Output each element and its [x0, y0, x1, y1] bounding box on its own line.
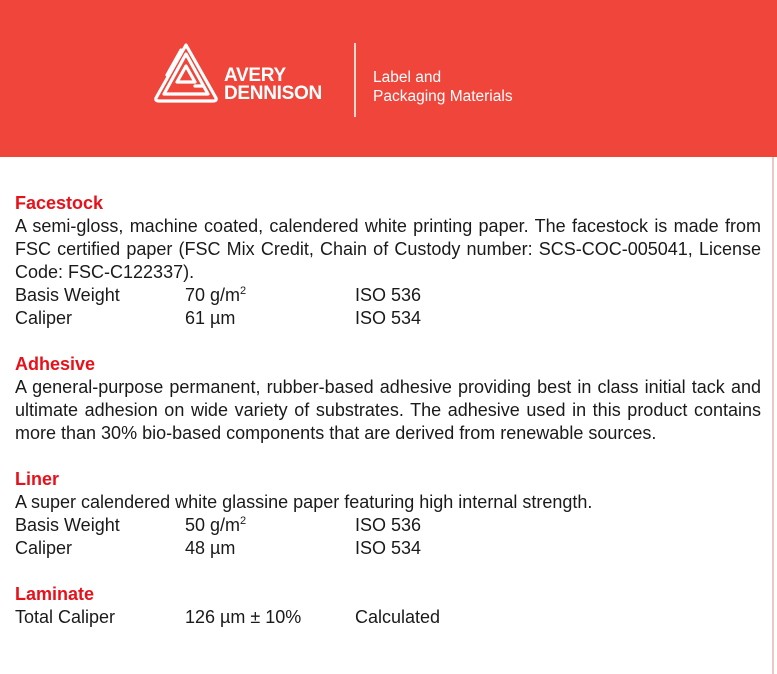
product-specification: [15, 192, 761, 652]
spec-row: [15, 307, 761, 330]
brand-line-1: AVERY: [224, 65, 286, 86]
spec-row: [15, 606, 761, 629]
spec-row: [15, 537, 761, 560]
section-title: Laminate: [15, 584, 95, 604]
spec-method: ISO 536: [355, 285, 422, 305]
spec-value: 70 $g/m^2$: [185, 285, 247, 305]
brand-line-2: DENNISON: [224, 83, 322, 104]
section-adhesive: [15, 353, 761, 445]
spec-method: ISO 536: [355, 515, 422, 535]
tagline-line-1: Label and: [373, 69, 442, 86]
spec-method: Calculated: [355, 607, 441, 627]
spec-method: ISO 534: [355, 308, 422, 328]
section-title: Facestock: [15, 193, 104, 213]
spec-value: 61 µm: [185, 308, 236, 328]
section-liner: [15, 468, 761, 560]
spec-value: 126 µm ± 10%: [185, 607, 302, 627]
spec-label: Caliper: [15, 308, 73, 328]
spec-label: Caliper: [15, 538, 73, 558]
spec-method: ISO 534: [355, 538, 422, 558]
header-divider: [354, 43, 356, 117]
section-title: Adhesive: [15, 354, 96, 374]
tagline-line-2: Packaging Materials: [373, 88, 513, 105]
section-laminate: [15, 583, 761, 629]
header-banner: [0, 0, 777, 157]
spec-value: 48 µm: [185, 538, 236, 558]
section-description: A general-purpose permanent, rubber-based adhesive providing best in class initial tack and ultimate adhesion on wide variety of substrates. The adhesive used in this product contains more than 30% bio-based components that are derived from renewable sources.: [15, 377, 761, 443]
section-description: A super calendered white glassine paper featuring high internal strength.: [15, 492, 593, 512]
spec-row: [15, 284, 761, 307]
spec-label: Basis Weight: [15, 515, 120, 535]
avery-dennison-logo-icon: [153, 42, 219, 104]
spec-value: 50 $g/m^2$: [185, 515, 247, 535]
page-edge-line: [772, 157, 774, 674]
spec-label: Total Caliper: [15, 607, 116, 627]
section-description: A semi-gloss, machine coated, calendered white printing paper. The facestock is made from FSC certified paper (FSC Mix Credit, Chain of Custody number: SCS-COC-005041, License Code: FSC-C122337).: [15, 216, 761, 282]
section-facestock: [15, 192, 761, 330]
brand-name: [224, 67, 322, 103]
header-tagline: [373, 68, 513, 106]
spec-row: [15, 514, 761, 537]
section-title: Liner: [15, 469, 60, 489]
spec-label: Basis Weight: [15, 285, 120, 305]
